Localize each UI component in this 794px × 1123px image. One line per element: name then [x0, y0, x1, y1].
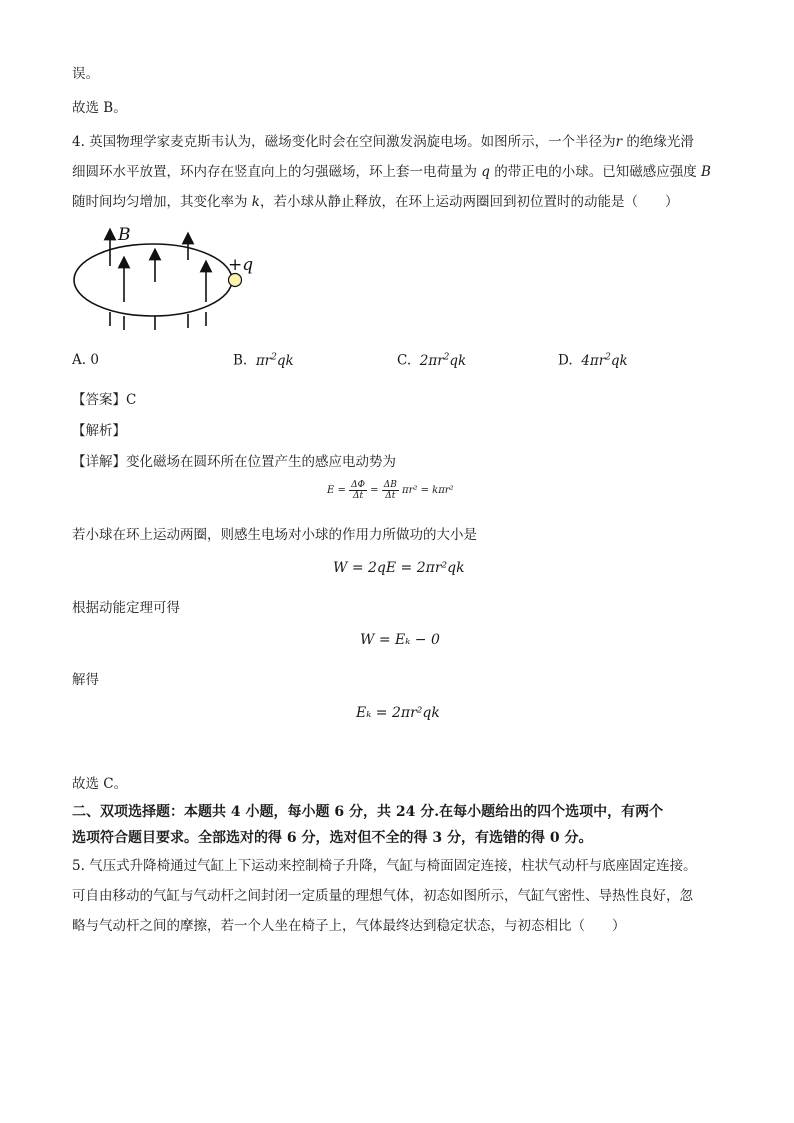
option-c: C. $2\pi r^2qk$ — [397, 352, 467, 369]
ring-magnetic-field-figure — [70, 222, 270, 334]
text-line: 误。 — [72, 66, 99, 82]
theorem-equation: W = Eₖ − 0 — [360, 632, 440, 648]
ek-equation: Eₖ = 2πr²qk — [356, 705, 440, 721]
emf-equation: E = $\frac{\Delta\Phi}{\Delta t}$ = $\frac{\Delta B}{\Delta t}$ πr² = kπr² — [327, 480, 454, 501]
section-2-heading-line-1: 二、双项选择题：本题共 4 小题，每小题 6 分，共 24 分.在每小题给出的四个选项中，有两个 — [72, 804, 664, 820]
answer-label: 【答案】C — [72, 392, 137, 408]
question-4-line-1: 4. 英国物理学家麦克斯韦认为，磁场变化时会在空间激发涡旋电场。如图所示，一个半径为r 的绝缘光滑 — [72, 134, 694, 150]
label-q: +q — [228, 255, 254, 275]
ring — [74, 244, 232, 316]
fraction-dphi-dt: $\frac{\Delta\Phi}{\Delta t}$ — [351, 480, 365, 501]
theorem-text: 根据动能定理可得 — [72, 600, 180, 616]
solve-text: 解得 — [72, 672, 99, 688]
analysis-label: 【解析】 — [72, 423, 126, 439]
question-4-line-3: 随时间均匀增加，其变化率为 k，若小球从静止释放，在环上运动两圈回到初位置时的动能是（ ） — [72, 194, 679, 210]
option-d: D. $4\pi r^2qk$ — [558, 352, 628, 369]
work-text: 若小球在环上运动两圈，则感生电场对小球的作用力所做功的大小是 — [72, 527, 477, 543]
label-B: B — [118, 225, 131, 245]
conclusion-text: 故选 C。 — [72, 776, 128, 792]
fraction-db-dt: $\frac{\Delta B}{\Delta t}$ — [383, 480, 397, 501]
section-2-heading-line-2: 选项符合题目要求。全部选对的得 6 分，选对但不全的得 3 分，有选错的得 0 分。 — [72, 830, 593, 846]
question-5-line-1: 5. 气压式升降椅通过气缸上下运动来控制椅子升降，气缸与椅面固定连接，柱状气动杆与底座固定连接。 — [72, 858, 697, 874]
detail-text: 【详解】变化磁场在圆环所在位置产生的感应电动势为 — [72, 454, 396, 470]
text-line: 故选 B。 — [72, 100, 127, 116]
question-5-line-2: 可自由移动的气缸与气动杆之间封闭一定质量的理想气体，初态如图所示，气缸气密性、导热性良好，忽 — [72, 888, 693, 904]
question-5-line-3: 略与气动杆之间的摩擦，若一个人坐在椅子上，气体最终达到稳定状态，与初态相比（ ） — [72, 918, 626, 934]
option-b: B. $\pi r^2qk$ — [233, 352, 294, 369]
question-4-line-2: 细圆环水平放置，环内存在竖直向上的匀强磁场，环上套一电荷量为 q 的带正电的小球。已知磁感应强度 B — [72, 164, 711, 180]
option-a: A. 0 — [72, 352, 99, 368]
charged-ball — [229, 274, 242, 287]
work-equation: W = 2qE = 2πr²qk — [333, 560, 465, 576]
